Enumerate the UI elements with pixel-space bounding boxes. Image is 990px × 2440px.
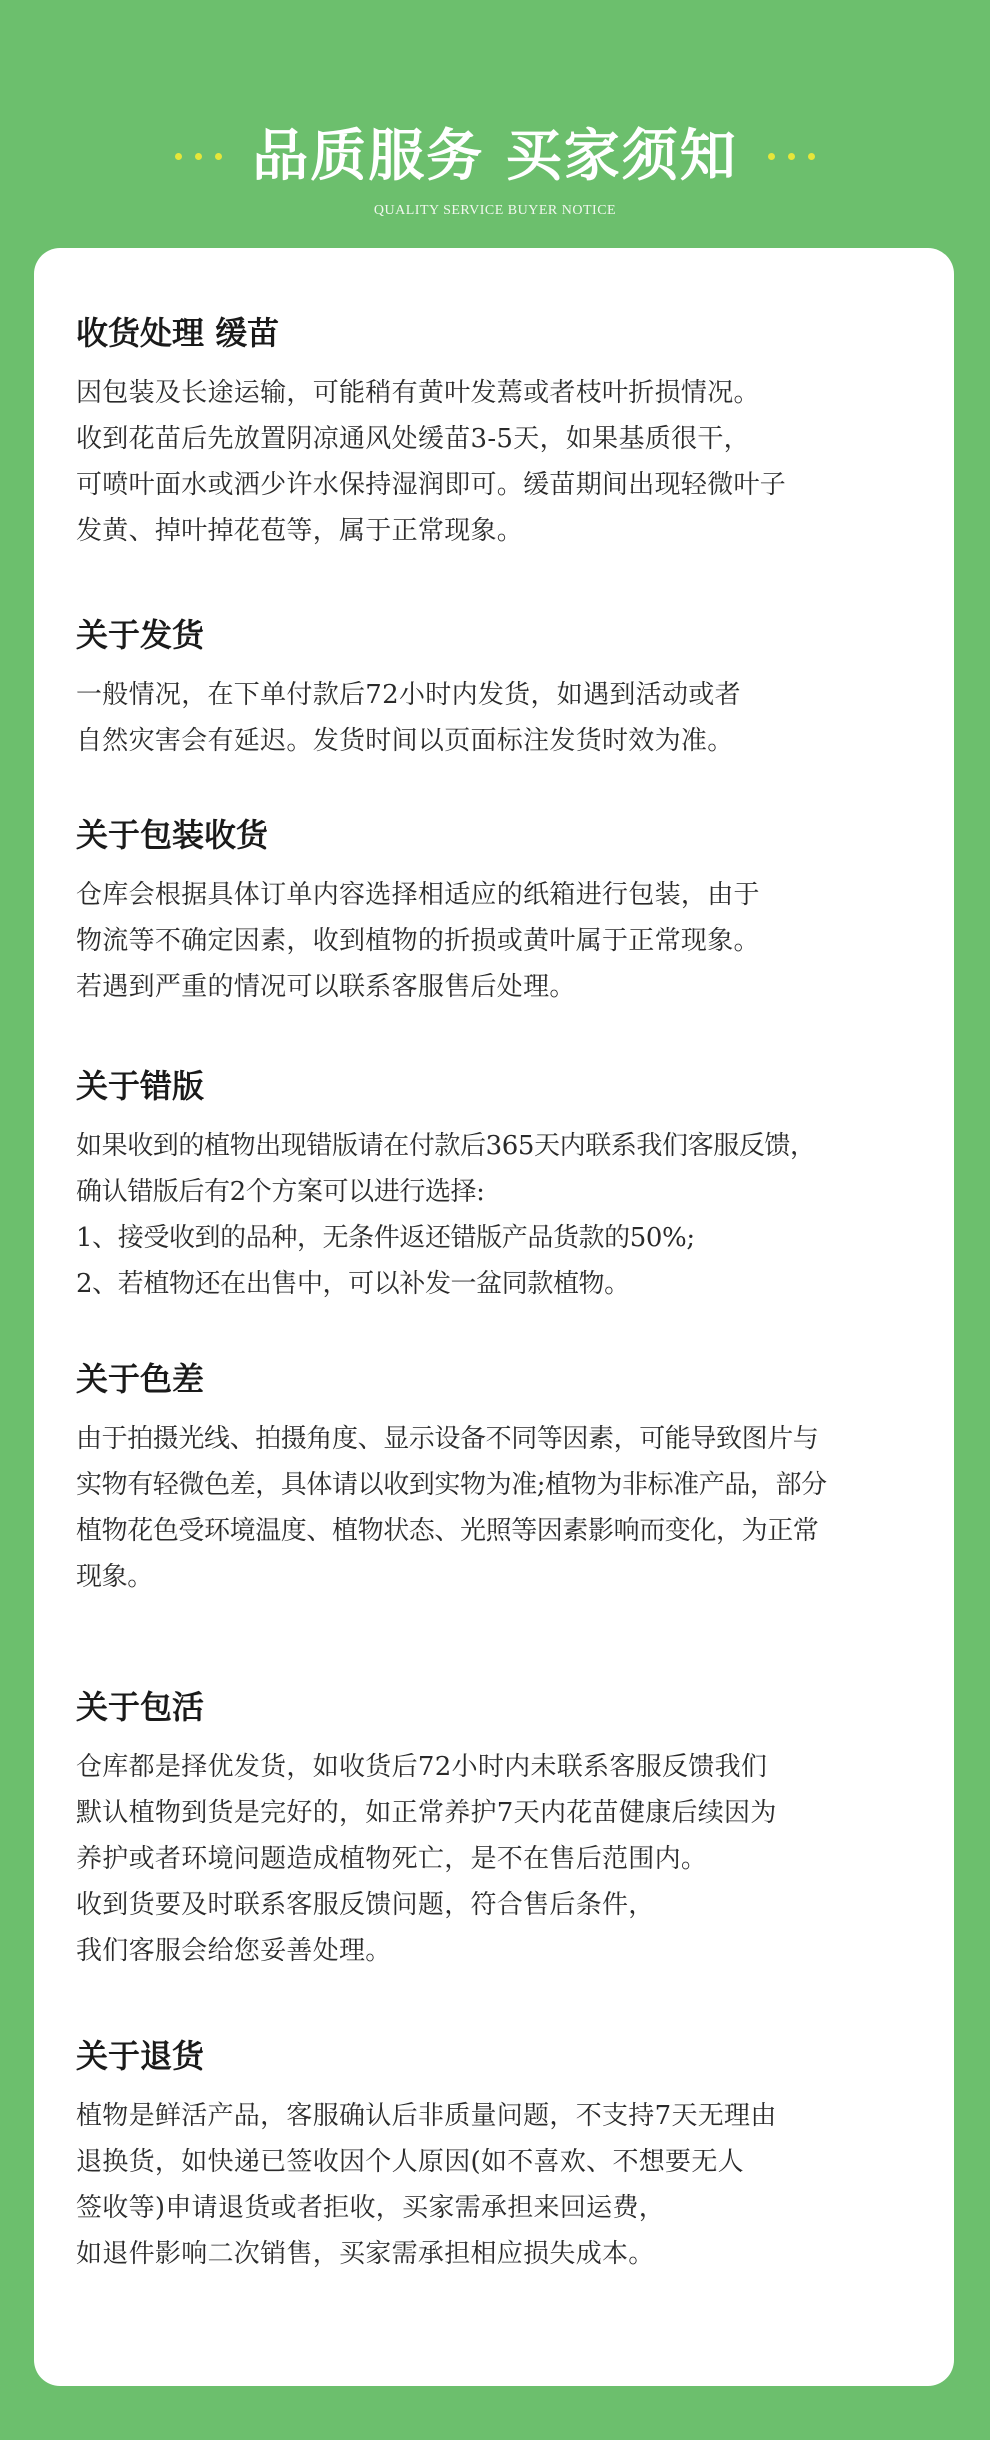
section-text-line: 植物是鲜活产品，客服确认后非质量问题，不支持7天无理由 [76,2101,777,2131]
section-text-line: 收到货要及时联系客服反馈问题，符合售后条件， [76,1890,655,1920]
section-survival-guarantee [76,1684,936,1974]
section-text-line: 由于拍摄光线、拍摄角度、显示设备不同等因素，可能导致图片与 [76,1424,819,1454]
decorative-dots-right [768,153,815,160]
section-heading: 关于退货 [76,2037,205,2075]
section-text-line: 退换货，如快递已签收因个人原因(如不喜欢、不想要无人 [76,2147,744,2177]
section-text-line: 仓库都是择优发货，如收货后72小时内未联系客服反馈我们 [76,1752,768,1782]
section-text-line: 收到花苗后先放置阴凉通风处缓苗3-5天，如果基质很干， [76,424,750,454]
section-wrong-variety [76,1063,936,1307]
section-text-line: 如果收到的植物出现错版请在付款后365天内联系我们客服反馈， [76,1131,816,1161]
section-heading: 关于发货 [76,616,205,654]
notice-card [34,248,954,2386]
section-heading: 关于色差 [76,1360,205,1398]
section-text-line: 仓库会根据具体订单内容选择相适应的纸箱进行包装，由于 [76,880,760,910]
section-text-line: 物流等不确定因素，收到植物的折损或黄叶属于正常现象。 [76,926,760,956]
section-text-line: 默认植物到货是完好的，如正常养护7天内花苗健康后续因为 [76,1798,777,1828]
section-text-line: 1、接受收到的品种，无条件返还错版产品货款的50%; [76,1223,695,1253]
section-text-line: 一般情况，在下单付款后72小时内发货，如遇到活动或者 [76,680,741,710]
section-text-line: 确认错版后有2个方案可以进行选择: [76,1177,485,1207]
section-shipping [76,612,936,764]
section-text-line: 签收等)申请退货或者拒收，买家需承担来回运费， [76,2193,666,2223]
section-heading: 收货处理 缓苗 [76,314,280,352]
section-text-line: 自然灾害会有延迟。发货时间以页面标注发货时效为准。 [76,726,734,756]
section-text-line: 我们客服会给您妥善处理。 [76,1936,392,1966]
section-color-difference [76,1356,936,1600]
section-returns [76,2033,936,2277]
title-row [0,118,990,194]
section-text-line: 2、若植物还在出售中，可以补发一盆同款植物。 [76,1269,630,1299]
decorative-dots-left [175,153,222,160]
section-packaging [76,812,936,1010]
section-text-line: 可喷叶面水或洒少许水保持湿润即可。缓苗期间出现轻微叶子 [76,470,787,500]
section-text-line: 发黄、掉叶掉花苞等，属于正常现象。 [76,516,524,546]
page-title: 品质服务 买家须知 [252,123,738,189]
section-text-line: 植物花色受环境温度、植物状态、光照等因素影响而变化，为正常 [76,1516,819,1546]
section-receiving [76,310,936,554]
section-text-line: 养护或者环境问题造成植物死亡，是不在售后范围内。 [76,1844,708,1874]
section-text-line: 因包装及长途运输，可能稍有黄叶发蔫或者枝叶折损情况。 [76,378,760,408]
section-heading: 关于包活 [76,1688,205,1726]
section-text-line: 实物有轻微色差，具体请以收到实物为准;植物为非标准产品，部分 [76,1470,827,1500]
section-heading: 关于错版 [76,1067,205,1105]
page-subtitle: QUALITY SERVICE BUYER NOTICE [373,203,617,218]
section-text-line: 若遇到严重的情况可以联系客服售后处理。 [76,972,576,1002]
page-header [0,0,990,250]
section-text-line: 现象。 [76,1562,153,1592]
section-heading: 关于包装收货 [76,816,269,854]
section-text-line: 如退件影响二次销售，买家需承担相应损失成本。 [76,2239,655,2269]
